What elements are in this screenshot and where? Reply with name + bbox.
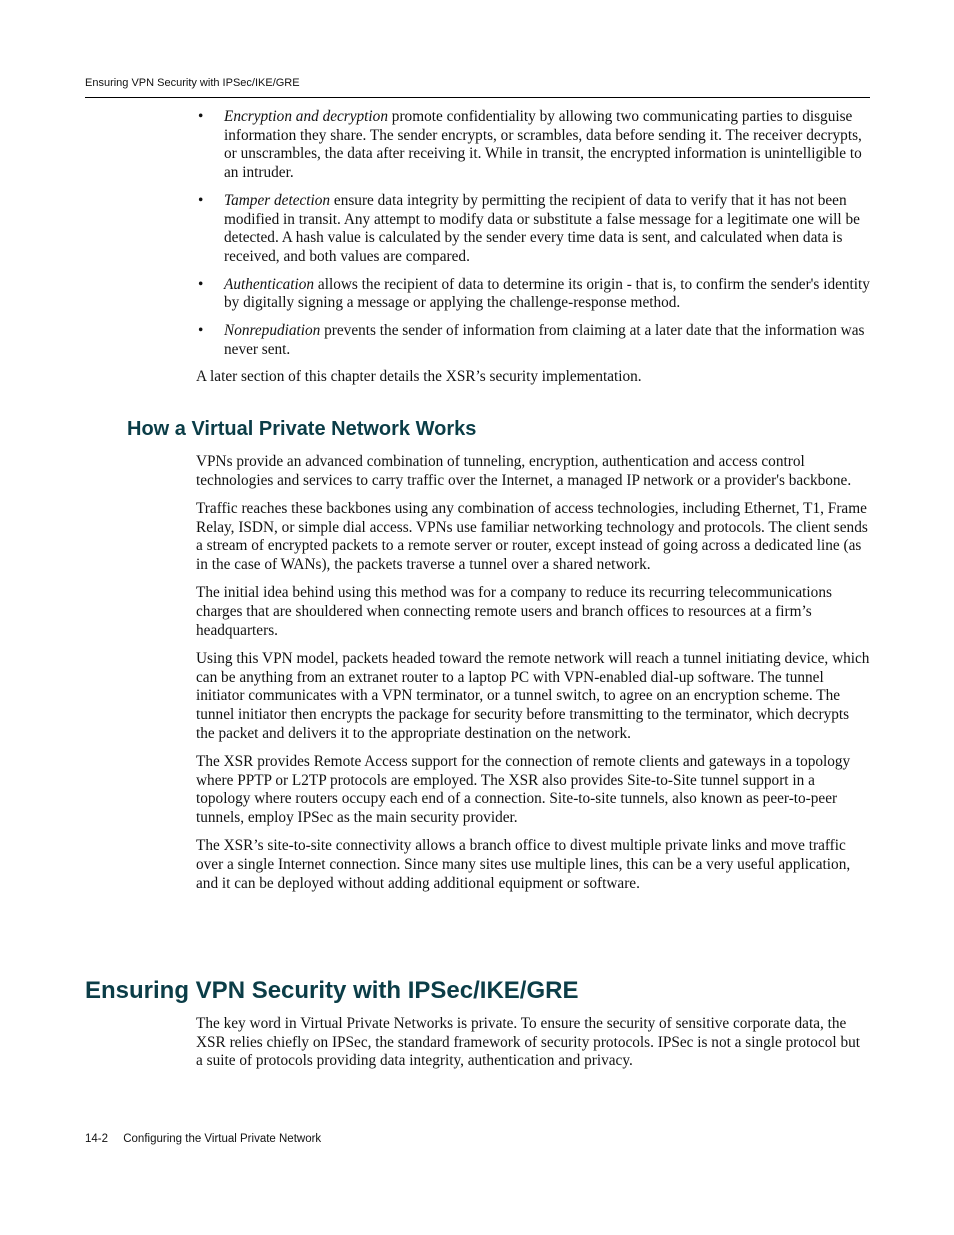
bullet-icon: • (198, 275, 204, 293)
page-footer (85, 1133, 321, 1145)
intro-block (196, 108, 870, 397)
bullet-icon: • (198, 108, 204, 125)
list-item (196, 108, 870, 183)
bullet-text: promote confidentiality by allowing two communicating parties to disguise information they share. The sender encrypts, or scrambles, data before sending it. The receiver decrypts, or unscrambles, the data after receiving it. While in transit, the encrypted information is unintelligible to an intruder. (224, 108, 862, 182)
bullet-term: Nonrepudiation (224, 322, 321, 340)
bullet-text: ensure data integrity by permitting the recipient of data to verify that it has not been modified in transit. Any attempt to modify data or substitute a false message for a legitimate one will be detected. A hash value is calculated by the sender every time data is sent, and calculated when data is received, and both values are compared. (224, 191, 860, 265)
section-heading-vpn: How a Virtual Private Network Works (127, 418, 477, 440)
bullet-icon: • (198, 191, 204, 209)
bullet-term: Tamper detection (224, 191, 331, 209)
bullet-text: allows the recipient of data to determine its origin - that is, to confirm the sender's identity by digitally signing a message or applying the challenge-response method. (224, 275, 870, 312)
list-item (196, 322, 870, 359)
paragraph: Using this VPN model, packets headed toward the remote network will reach a tunnel initiating device, which can be anything from an extranet router to a laptop PC with VPN-enabled dial-up software. The tunnel initiator communicates with a VPN terminator, or a tunnel switch, to agree on an encryption scheme. The tunnel initiator then encrypts the package for security before transmitting to the terminator, which decrypts the packet and delivers it to the appropriate destination on the network. (196, 649, 870, 742)
vpn-section-body (196, 453, 870, 903)
paragraph: The XSR provides Remote Access support for the connection of remote clients and gateways in a topology where PPTP or L2TP protocols are employed. The XSR also provides Site-to-Site tunnel support in a topology where routers occupy each end of a connection. Site-to-site tunnels, also known as peer-to-peer tunnels, employ IPSec as the main security provider. (196, 752, 851, 826)
chapter-title: Configuring the Virtual Private Network (123, 1133, 322, 1145)
paragraph: The XSR’s site-to-site connectivity allows a branch office to divest multiple private links and move traffic over a single Internet connection. Since many sites use multiple lines, this can be a very useful application, and it can be deployed without adding additional equipment or software. (196, 837, 851, 892)
running-header: Ensuring VPN Security with IPSec/IKE/GRE (85, 77, 300, 89)
bullet-text: prevents the sender of information from claiming at a later date that the information was never sent. (224, 322, 865, 358)
bullet-list (196, 108, 870, 359)
paragraph: The initial idea behind using this method was for a company to reduce its recurring telecommunications charges that are shouldered when connecting remote users and branch offices to resources at a firm’s headquarters. (196, 584, 832, 639)
list-item (196, 276, 870, 313)
paragraph: The key word in Virtual Private Networks is private. To ensure the security of sensitive corporate data, the XSR relies chiefly on IPSec, the standard framework of security protocols. IPSec is not a single protocol but a suite of protocols providing data integrity, authentication and privacy. (196, 1015, 860, 1070)
bullet-term: Encryption and decryption (224, 108, 388, 125)
section-heading-security: Ensuring VPN Security with IPSec/IKE/GRE (85, 977, 579, 1004)
bullet-icon: • (198, 322, 204, 340)
bullet-term: Authentication (224, 275, 315, 293)
paragraph: VPNs provide an advanced combination of tunneling, encryption, authentication and access control technologies and services to carry traffic over the Internet, a managed IP network or a provider's backbone. (196, 453, 852, 489)
security-section-body (196, 1015, 870, 1081)
list-item (196, 192, 870, 267)
page-number: 14-2 (85, 1133, 109, 1145)
header-rule (85, 97, 870, 98)
paragraph: Traffic reaches these backbones using any combination of access technologies, including Ethernet, T1, Frame Relay, ISDN, or simple dial access. VPNs use familiar networking technology and protocols. The client sends a stream of encrypted packets to a remote server or router, except instead of going across a dedicated line (as in the case of WANs), the packets traverse a tunnel over a shared network. (196, 499, 868, 574)
intro-closing-paragraph: A later section of this chapter details the XSR’s security implementation. (196, 368, 642, 386)
